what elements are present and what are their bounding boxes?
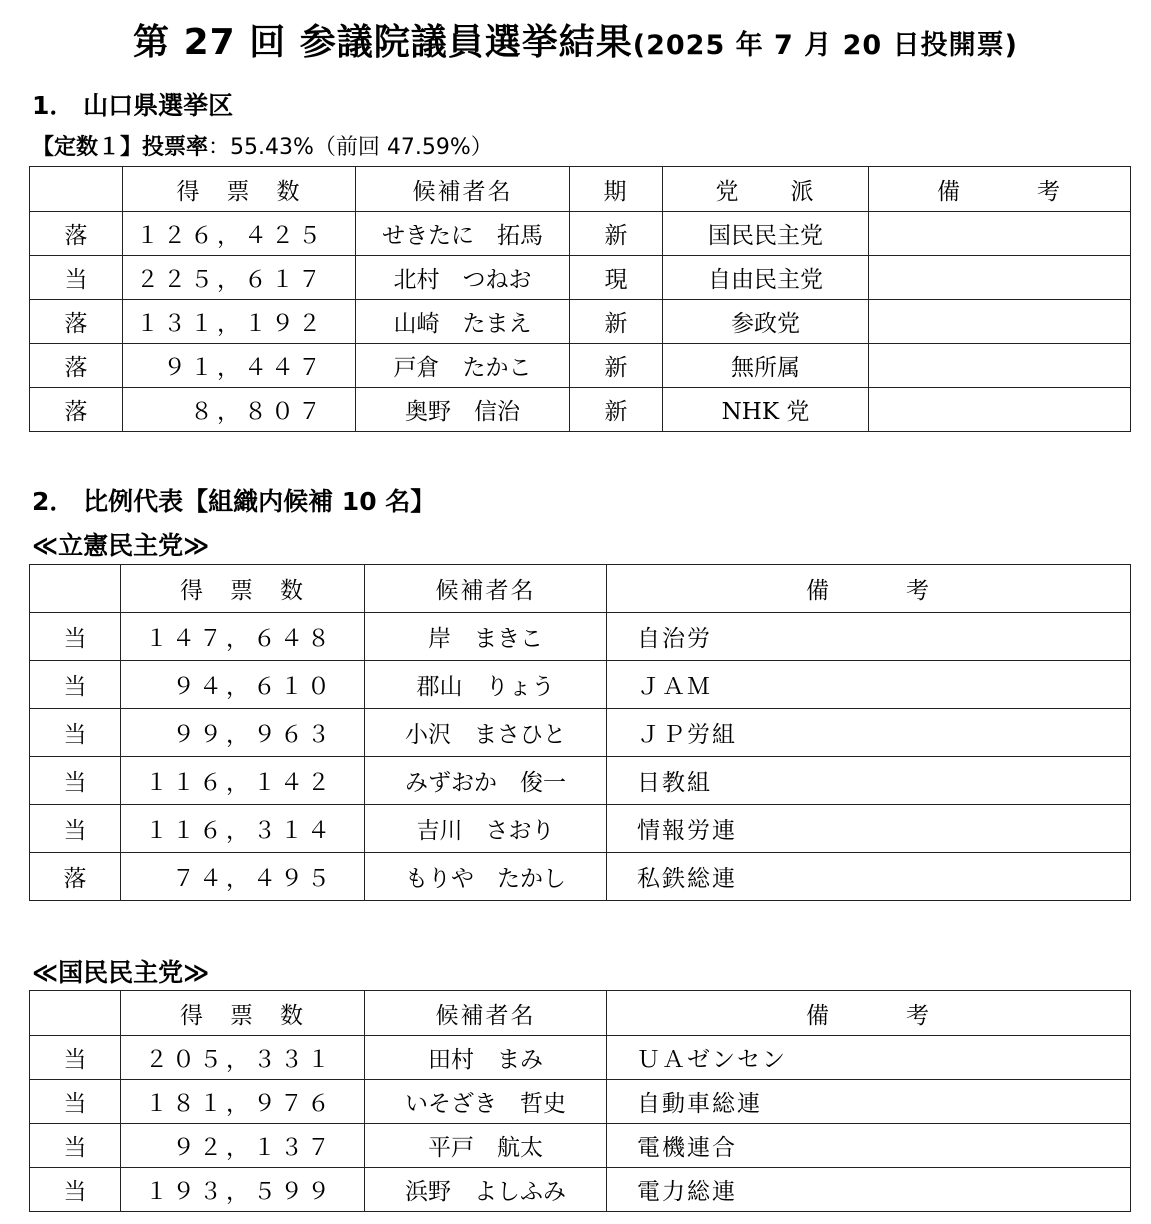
result-cell: 当 [30,1080,121,1124]
votes-cell: ７４，４９５ [121,853,365,901]
votes-cell: ２２５，６１７ [123,256,356,300]
candidate-cell: 戸倉 たかこ [356,344,570,388]
note-cell: 自動車総連 [607,1080,1131,1124]
candidate-cell: 田村 まみ [365,1036,607,1080]
kokumin-heading: ≪国民民主党≫ [32,958,210,987]
votes-cell: １４７，６４８ [121,613,365,661]
turnout-line [32,130,493,161]
note-cell [869,300,1131,344]
district-results-table [29,166,1131,432]
party-cell: 国民民主党 [663,212,869,256]
result-cell: 当 [30,805,121,853]
result-cell: 落 [30,212,123,256]
table-row [30,661,1131,709]
votes-cell: ９４，６１０ [121,661,365,709]
note-cell [869,256,1131,300]
candidate-cell: 岸 まきこ [365,613,607,661]
title-date: (2025 年 7 月 20 日投開票) [632,30,1018,61]
table-header-row [30,167,1131,212]
votes-cell: １８１，９７６ [121,1080,365,1124]
candidate-cell: もりや たかし [365,853,607,901]
result-cell: 当 [30,1036,121,1080]
document-title [0,14,1151,65]
result-cell: 当 [30,1124,121,1168]
table-row [30,212,1131,256]
header-term: 期 [570,167,663,212]
header-result [30,565,121,613]
votes-cell: １１６，３１４ [121,805,365,853]
note-cell: 日教組 [607,757,1131,805]
table-row [30,388,1131,432]
votes-cell: １２６，４２５ [123,212,356,256]
note-cell [869,344,1131,388]
candidate-cell: 小沢 まさひと [365,709,607,757]
rikken-results-table [29,564,1131,901]
term-cell: 新 [570,212,663,256]
candidate-cell: 平戸 航太 [365,1124,607,1168]
kokumin-results-table [29,990,1131,1212]
title-main: 第 27 回 参議院議員選挙結果 [133,22,633,63]
table-row [30,300,1131,344]
candidate-cell: 郡山 りょう [365,661,607,709]
note-cell: 私鉄総連 [607,853,1131,901]
header-votes: 得 票 数 [121,991,365,1036]
note-cell: ＵＡゼンセン [607,1036,1131,1080]
votes-cell: ２０５，３３１ [121,1036,365,1080]
candidate-cell: 奥野 信治 [356,388,570,432]
table-header-row [30,565,1131,613]
result-cell: 当 [30,709,121,757]
note-cell [869,212,1131,256]
header-note: 備 考 [607,991,1131,1036]
party-cell: 参政党 [663,300,869,344]
result-cell: 当 [30,256,123,300]
note-cell: 電力総連 [607,1168,1131,1212]
table-row [30,709,1131,757]
candidate-cell: 北村 つねお [356,256,570,300]
candidate-cell: せきたに 拓馬 [356,212,570,256]
note-cell [869,388,1131,432]
result-cell: 落 [30,300,123,344]
candidate-cell: 浜野 よしふみ [365,1168,607,1212]
table-row [30,1080,1131,1124]
section2-heading: 2． 比例代表【組織内候補 10 名】 [32,487,436,516]
party-cell: 自由民主党 [663,256,869,300]
term-cell: 新 [570,388,663,432]
header-party: 党 派 [663,167,869,212]
table-row [30,853,1131,901]
table-row [30,805,1131,853]
note-cell: 自治労 [607,613,1131,661]
term-cell: 新 [570,300,663,344]
table-row [30,757,1131,805]
votes-cell: １３１，１９２ [123,300,356,344]
quota-label: 【定数１】投票率 [32,135,209,160]
turnout-rate: ：55.43%（前回 47.59%） [208,135,493,160]
result-cell: 当 [30,1168,121,1212]
result-cell: 落 [30,853,121,901]
header-candidate: 候補者名 [365,565,607,613]
votes-cell: ９１，４４７ [123,344,356,388]
rikken-heading: ≪立憲民主党≫ [32,531,210,560]
header-result [30,167,123,212]
votes-cell: １９３，５９９ [121,1168,365,1212]
table-row [30,1036,1131,1080]
header-votes: 得 票 数 [123,167,356,212]
header-votes: 得 票 数 [121,565,365,613]
party-cell: 無所属 [663,344,869,388]
table-row [30,1124,1131,1168]
note-cell: 電機連合 [607,1124,1131,1168]
term-cell: 現 [570,256,663,300]
note-cell: ＪＡＭ [607,661,1131,709]
result-cell: 当 [30,757,121,805]
note-cell: 情報労連 [607,805,1131,853]
header-candidate: 候補者名 [365,991,607,1036]
table-row [30,1168,1131,1212]
votes-cell: １１６，１４２ [121,757,365,805]
note-cell: ＪＰ労組 [607,709,1131,757]
candidate-cell: 吉川 さおり [365,805,607,853]
table-header-row [30,991,1131,1036]
result-cell: 落 [30,388,123,432]
table-row [30,344,1131,388]
party-cell: NHK 党 [663,388,869,432]
result-cell: 当 [30,613,121,661]
votes-cell: ９２，１３７ [121,1124,365,1168]
votes-cell: ８，８０７ [123,388,356,432]
table-row [30,613,1131,661]
candidate-cell: 山崎 たまえ [356,300,570,344]
candidate-cell: みずおか 俊一 [365,757,607,805]
table-row [30,256,1131,300]
header-note: 備 考 [869,167,1131,212]
header-candidate: 候補者名 [356,167,570,212]
result-cell: 当 [30,661,121,709]
section1-heading: 1． 山口県選挙区 [32,91,234,120]
votes-cell: ９９，９６３ [121,709,365,757]
candidate-cell: いそざき 哲史 [365,1080,607,1124]
header-result [30,991,121,1036]
result-cell: 落 [30,344,123,388]
term-cell: 新 [570,344,663,388]
header-note: 備 考 [607,565,1131,613]
